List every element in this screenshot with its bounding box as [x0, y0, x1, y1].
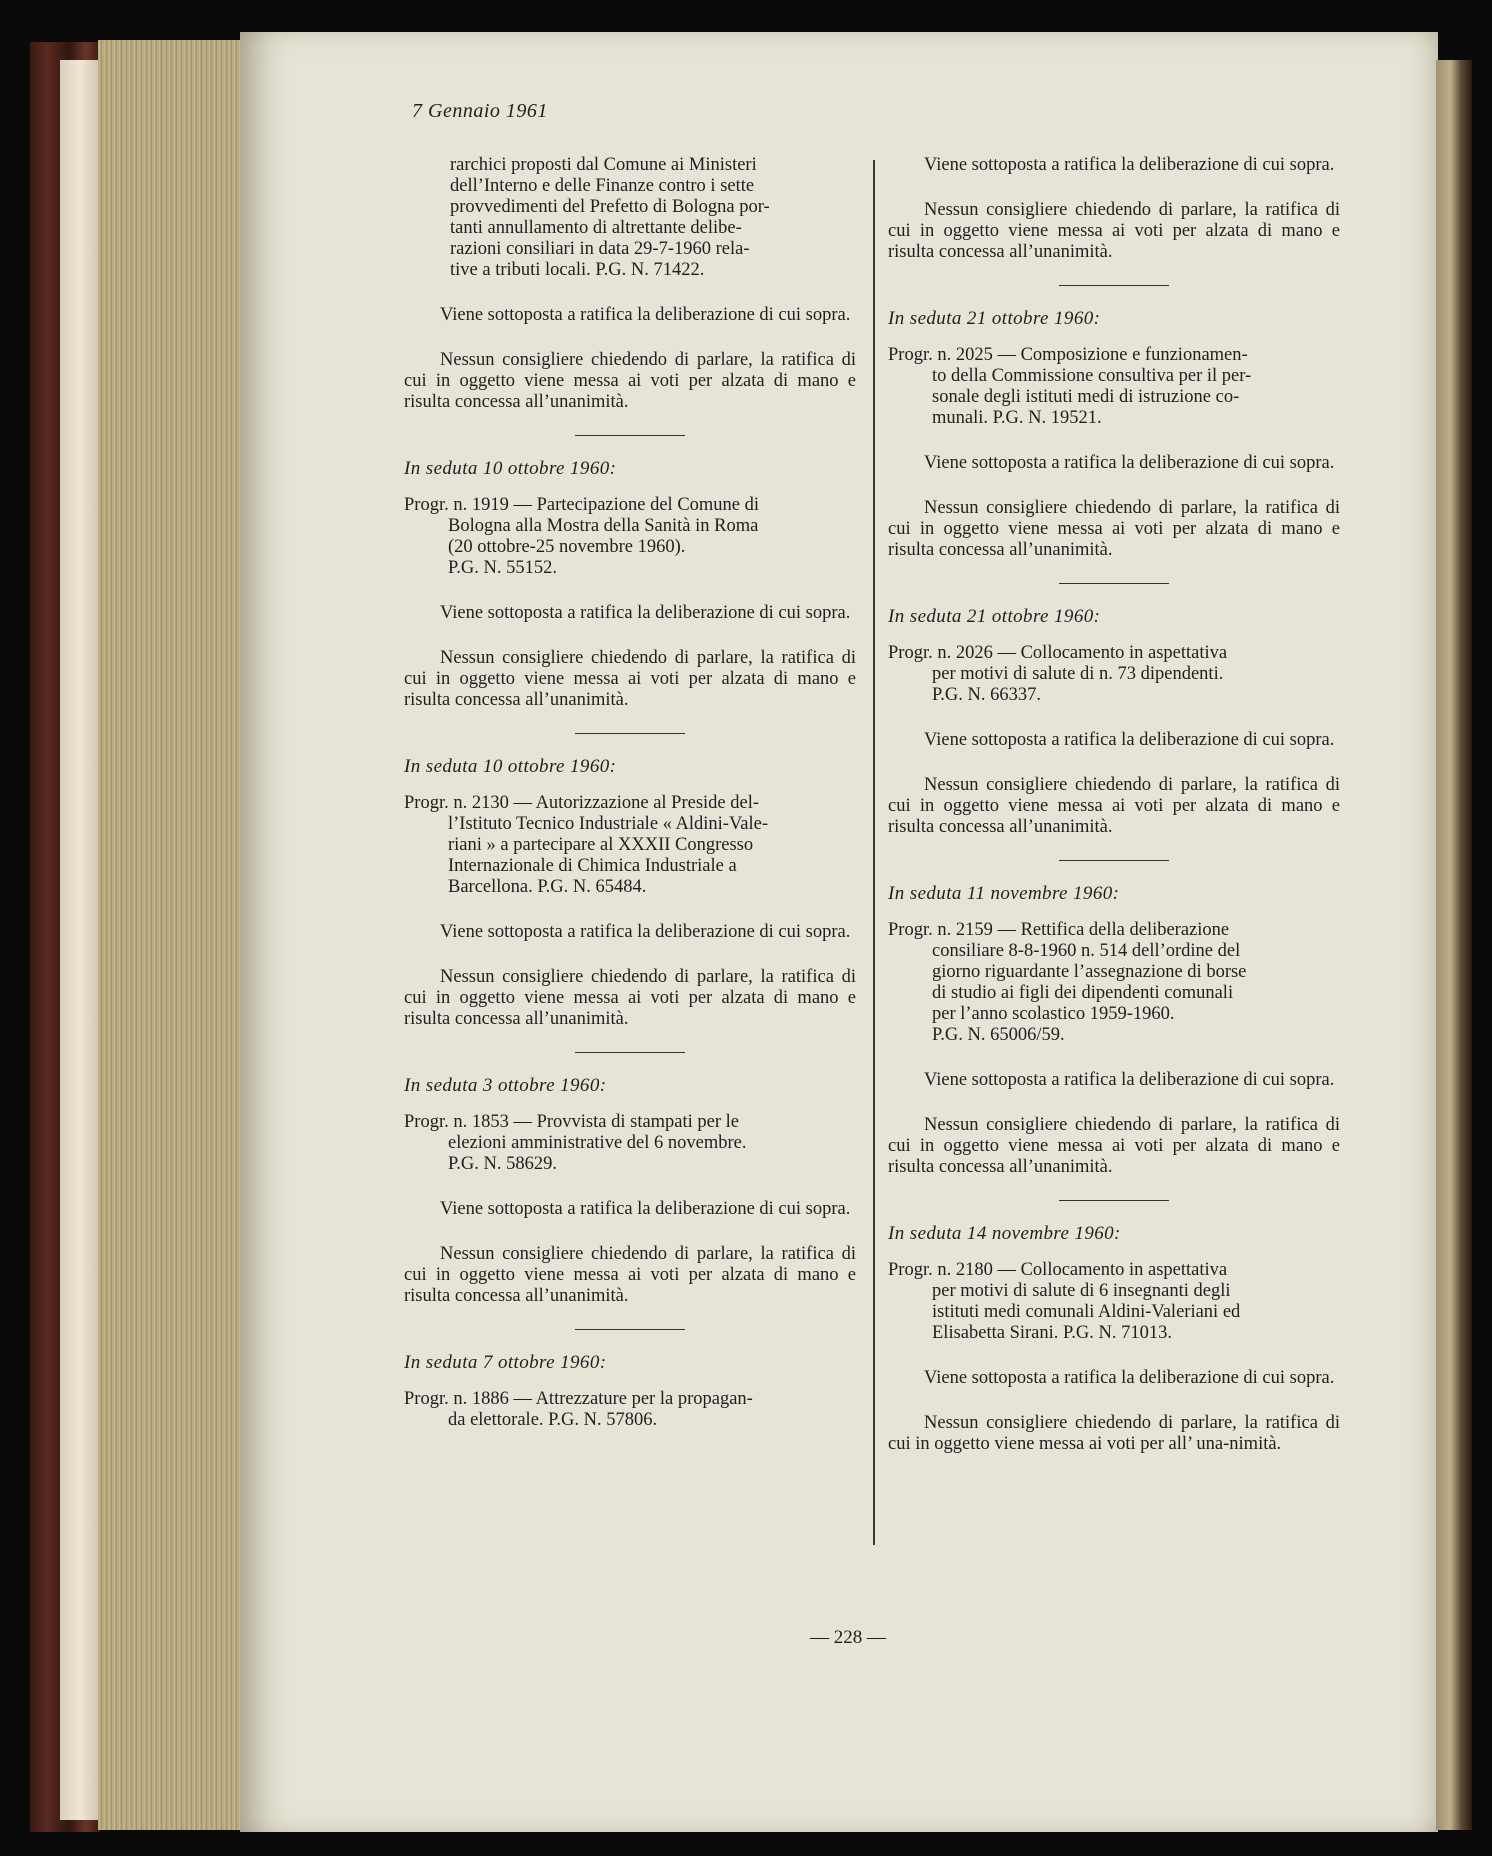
item-line: Progr. n. 2026 — Collocamento in aspettativa	[888, 643, 1228, 663]
deliberation-item	[404, 495, 856, 579]
item-line: consiliare 8-8-1960 n. 514 dell’ordine del	[932, 941, 1241, 961]
section-divider	[575, 733, 685, 734]
item-line: Progr. n. 2130 — Autorizzazione al Preside del-	[404, 793, 760, 813]
item-line: munali. P.G. N. 19521.	[932, 408, 1102, 428]
deliberation-item	[888, 345, 1340, 429]
item-line: Internazionale di Chimica Industriale a	[448, 856, 737, 876]
subject-line: tive a tributi locali. P.G. N. 71422.	[450, 260, 705, 280]
ratifica-paragraph: Viene sottoposta a ratifica la deliberazione di cui sopra.	[440, 922, 851, 942]
entry	[888, 883, 1340, 1201]
item-line: P.G. N. 58629.	[448, 1154, 557, 1174]
session-heading: In seduta 14 novembre 1960:	[888, 1223, 1121, 1244]
item-line: giorno riguardante l’assegnazione di borse	[932, 962, 1247, 982]
page-number: — 228 —	[810, 1627, 886, 1648]
item-line: P.G. N. 65006/59.	[932, 1025, 1065, 1045]
running-head: 7 Gennaio 1961	[412, 100, 548, 122]
item-line: per motivi di salute di 6 insegnanti degli	[932, 1281, 1231, 1301]
subject-line: dell’Interno e delle Finanze contro i sette	[450, 176, 755, 196]
section-divider	[1059, 285, 1169, 286]
deliberation-item	[888, 643, 1340, 706]
session-heading: In seduta 10 ottobre 1960:	[404, 756, 617, 777]
item-line: P.G. N. 55152.	[448, 558, 557, 578]
ratifica-paragraph: Viene sottoposta a ratifica la deliberazione di cui sopra.	[924, 1368, 1335, 1388]
session-heading: In seduta 10 ottobre 1960:	[404, 458, 617, 479]
entry	[404, 756, 856, 1053]
endpaper	[60, 60, 100, 1820]
item-line: Progr. n. 1886 — Attrezzature per la propagan-	[404, 1389, 753, 1409]
section-divider	[1059, 860, 1169, 861]
session-heading: In seduta 21 ottobre 1960:	[888, 606, 1101, 627]
item-line: sonale degli istituti medi di istruzione co-	[932, 387, 1240, 407]
vote-paragraph: Nessun consigliere chiedendo di parlare, la ratifica di cui in oggetto viene messa ai voti per alzata di mano e risulta concessa all’unanimità.	[404, 648, 856, 710]
deliberation-item	[888, 1260, 1340, 1344]
entry	[404, 1075, 856, 1330]
ratifica-paragraph: Viene sottoposta a ratifica la deliberazione di cui sopra.	[924, 730, 1335, 750]
session-heading: In seduta 11 novembre 1960:	[888, 883, 1120, 904]
subject-line: tanti annullamento di altrettante delibe-	[450, 218, 742, 238]
deliberation-item	[404, 793, 856, 898]
item-line: Elisabetta Sirani. P.G. N. 71013.	[932, 1323, 1172, 1343]
ratifica-paragraph: Viene sottoposta a ratifica la deliberazione di cui sopra.	[440, 305, 851, 325]
left-column	[404, 155, 856, 1431]
subject-line: razioni consiliari in data 29-7-1960 rela-	[450, 239, 750, 259]
vote-paragraph: Nessun consigliere chiedendo di parlare, la ratifica di cui in oggetto viene messa ai voti per alzata di mano e risulta concessa all’unanimità.	[404, 350, 856, 412]
session-heading: In seduta 7 ottobre 1960:	[404, 1352, 607, 1373]
item-line: Bologna alla Mostra della Sanità in Roma	[448, 516, 759, 536]
right-column	[888, 155, 1340, 1455]
session-heading: In seduta 21 ottobre 1960:	[888, 308, 1101, 329]
item-line: Barcellona. P.G. N. 65484.	[448, 877, 647, 897]
continued-subject	[404, 155, 856, 281]
item-line: l’Istituto Tecnico Industriale « Aldini-Vale-	[448, 814, 768, 834]
entry	[888, 606, 1340, 861]
deliberation-item	[404, 1112, 856, 1175]
page-edges	[98, 40, 248, 1830]
entry	[404, 458, 856, 734]
section-divider	[575, 1052, 685, 1053]
subject-line: provvedimenti del Prefetto di Bologna por-	[450, 197, 770, 217]
item-line: P.G. N. 66337.	[932, 685, 1041, 705]
item-line: da elettorale. P.G. N. 57806.	[448, 1410, 658, 1430]
ratifica-paragraph: Viene sottoposta a ratifica la deliberazione di cui sopra.	[440, 603, 851, 623]
entry	[404, 1352, 856, 1431]
section-divider	[575, 435, 685, 436]
item-line: elezioni amministrative del 6 novembre.	[448, 1133, 747, 1153]
item-line: riani » a partecipare al XXXII Congresso	[448, 835, 754, 855]
vote-paragraph: Nessun consigliere chiedendo di parlare, la ratifica di cui in oggetto viene messa ai voti per alzata di mano e risulta concessa all’unanimità.	[888, 498, 1340, 560]
subject-line: rarchici proposti dal Comune ai Ministeri	[450, 155, 757, 175]
item-line: Progr. n. 1853 — Provvista di stampati per le	[404, 1112, 740, 1132]
item-line: istituti medi comunali Aldini-Valeriani ed	[932, 1302, 1241, 1322]
item-line: to della Commissione consultiva per il per-	[932, 366, 1252, 386]
item-line: di studio ai figli dei dipendenti comunali	[932, 983, 1234, 1003]
item-line: Progr. n. 2180 — Collocamento in aspettativa	[888, 1260, 1228, 1280]
vote-paragraph: Nessun consigliere chiedendo di parlare, la ratifica di cui in oggetto viene messa ai voti per alzata di mano e risulta concessa all’unanimità.	[888, 1115, 1340, 1177]
item-line: per l’anno scolastico 1959-1960.	[932, 1004, 1175, 1024]
vote-paragraph: Nessun consigliere chiedendo di parlare, la ratifica di cui in oggetto viene messa ai voti per alzata di mano e risulta concessa all’unanimità.	[888, 775, 1340, 837]
column-rule	[873, 160, 875, 1545]
vote-paragraph: Nessun consigliere chiedendo di parlare, la ratifica di cui in oggetto viene messa ai voti per alzata di mano e risulta concessa all’unanimità.	[888, 200, 1340, 262]
ratifica-paragraph: Viene sottoposta a ratifica la deliberazione di cui sopra.	[924, 1070, 1335, 1090]
section-divider	[1059, 1200, 1169, 1201]
ratifica-paragraph: Viene sottoposta a ratifica la deliberazione di cui sopra.	[440, 1199, 851, 1219]
vote-paragraph: Nessun consigliere chiedendo di parlare, la ratifica di cui in oggetto viene messa ai voti per alzata di mano e risulta concessa all’unanimità.	[404, 1244, 856, 1306]
deliberation-item	[404, 1389, 856, 1431]
vote-paragraph: Nessun consigliere chiedendo di parlare, la ratifica di cui in oggetto viene messa ai voti per all’ una-nimità.	[888, 1413, 1340, 1454]
right-page-edge	[1436, 60, 1472, 1830]
item-line: Progr. n. 1919 — Partecipazione del Comune di	[404, 495, 760, 515]
ratifica-paragraph: Viene sottoposta a ratifica la deliberazione di cui sopra.	[924, 453, 1335, 473]
item-line: Progr. n. 2025 — Composizione e funzionamen-	[888, 345, 1248, 365]
section-divider	[1059, 583, 1169, 584]
entry	[888, 1223, 1340, 1455]
entry	[888, 308, 1340, 584]
item-line: Progr. n. 2159 — Rettifica della deliberazione	[888, 920, 1230, 940]
vote-paragraph: Nessun consigliere chiedendo di parlare, la ratifica di cui in oggetto viene messa ai voti per alzata di mano e risulta concessa all’unanimità.	[404, 967, 856, 1029]
ratifica-paragraph: Viene sottoposta a ratifica la deliberazione di cui sopra.	[924, 155, 1335, 175]
item-line: (20 ottobre-25 novembre 1960).	[448, 537, 686, 557]
section-divider	[575, 1329, 685, 1330]
deliberation-item	[888, 920, 1340, 1046]
item-line: per motivi di salute di n. 73 dipendenti.	[932, 664, 1224, 684]
session-heading: In seduta 3 ottobre 1960:	[404, 1075, 607, 1096]
